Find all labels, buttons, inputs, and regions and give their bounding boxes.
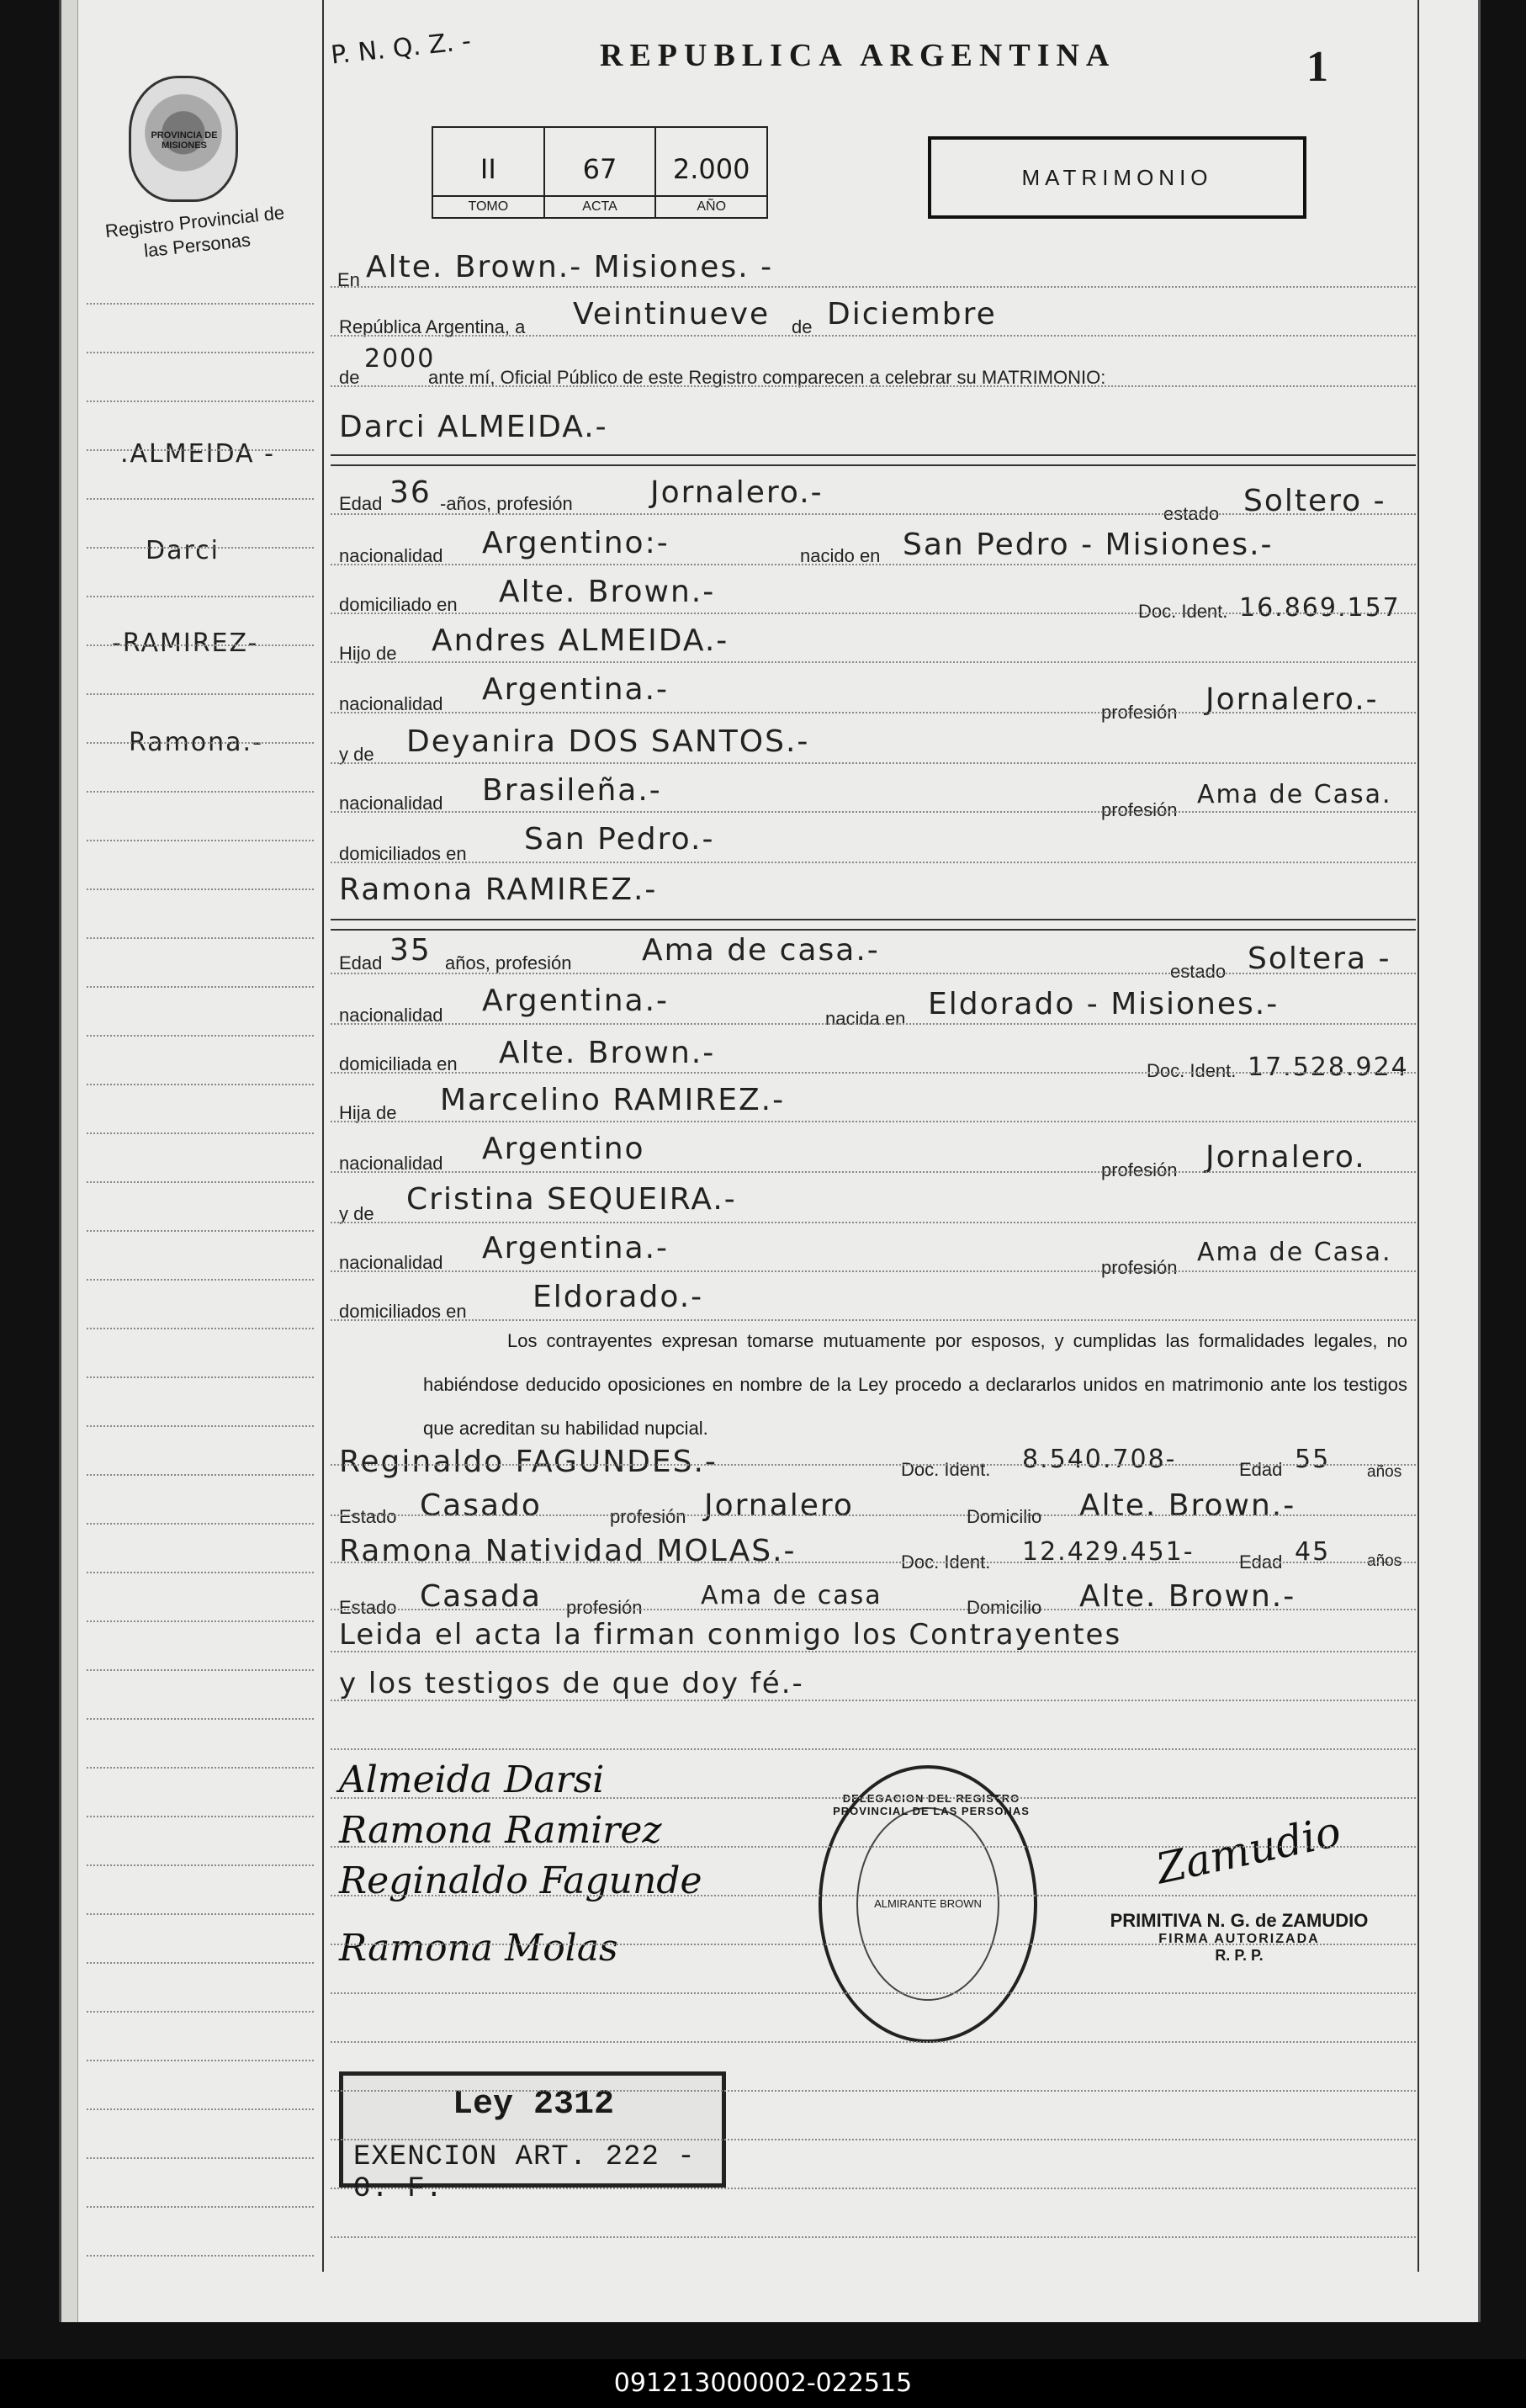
margin-ruled-line xyxy=(87,791,314,793)
groom-parents-dom-label: domiciliados en xyxy=(339,843,467,864)
witness1-anos-label: años xyxy=(1367,1463,1402,1481)
bride-mother-prof-label: profesión xyxy=(1101,1257,1178,1278)
margin-ruled-line xyxy=(87,693,314,695)
margin-ruled-line xyxy=(87,449,314,451)
body-ruled-line xyxy=(331,712,1416,713)
marriage-place: Alte. Brown.- Misiones. - xyxy=(366,250,774,284)
body-ruled-line xyxy=(331,286,1416,288)
body-ruled-line xyxy=(331,1171,1416,1173)
bride-age: 35 xyxy=(389,933,432,968)
margin-ruled-line xyxy=(87,986,314,988)
groom-dom-label: domiciliado en xyxy=(339,594,458,615)
en-label: En xyxy=(337,269,360,290)
ante-text: ante mí, Oficial Público de este Registro comparecen a celebrar su MATRIMONIO: xyxy=(428,367,1106,388)
witness2-age: 45 xyxy=(1295,1537,1331,1567)
bride-mother-nac-label: nacionalidad xyxy=(339,1252,443,1273)
witness1-signature: Reginaldo Fagunde xyxy=(339,1859,702,1902)
bride-father-nac-label: nacionalidad xyxy=(339,1153,443,1174)
groom-parents-domicile: San Pedro.- xyxy=(524,822,715,857)
witness2-signature: Ramona Molas xyxy=(339,1927,618,1970)
margin-ruled-line xyxy=(87,1962,314,1964)
bride-nacida-label: nacida en xyxy=(825,1008,906,1029)
official-name: PRIMITIVA N. G. de ZAMUDIO xyxy=(1110,1910,1369,1931)
body-ruled-line xyxy=(331,2041,1416,2043)
record-type-box: MATRIMONIO xyxy=(928,136,1306,219)
bride-estado-label: estado xyxy=(1170,961,1227,982)
anio-cell xyxy=(656,128,766,217)
top-note: P. N. Q. Z. - xyxy=(329,26,473,71)
official-title: FIRMA AUTORIZADA xyxy=(1158,1932,1320,1946)
margin-ruled-line xyxy=(87,1425,314,1427)
bride-full-name: Ramona RAMIREZ.- xyxy=(339,873,658,907)
witness2-estado-label: Estado xyxy=(339,1597,397,1618)
margin-ruled-line xyxy=(87,1718,314,1720)
body-ruled-line xyxy=(331,613,1416,614)
seal-inner xyxy=(856,1807,999,2001)
groom-father: Andres ALMEIDA.- xyxy=(432,623,729,658)
marriage-day: Veintinueve xyxy=(573,297,771,331)
margin-ruled-line xyxy=(87,742,314,744)
body-ruled-line xyxy=(331,1464,1416,1466)
groom-name-rule-2 xyxy=(331,464,1416,466)
page-binding xyxy=(61,0,78,2322)
margin-column xyxy=(78,0,331,2322)
groom-full-name: Darci ALMEIDA.- xyxy=(339,410,608,444)
bride-doc-label: Doc. Ident. xyxy=(1147,1060,1237,1081)
body-ruled-line xyxy=(331,2188,1416,2189)
seal-ring-text: DELEGACION DEL REGISTRO PROVINCIAL DE LAS PERSONAS xyxy=(833,1792,1030,1817)
margin-ruled-line xyxy=(87,2060,314,2061)
body-ruled-line xyxy=(331,1270,1416,1272)
margin-ruled-line xyxy=(87,888,314,890)
body-ruled-line xyxy=(331,661,1416,663)
margin-groom-name: Darci xyxy=(146,536,220,565)
ley-line-1: Ley 2312 xyxy=(453,2086,615,2124)
margin-ruled-line xyxy=(87,1084,314,1085)
tomo-label: TOMO xyxy=(433,195,543,217)
witness2-profession: Ama de casa xyxy=(701,1581,882,1610)
witness2-doc: 12.429.451- xyxy=(1022,1537,1195,1567)
groom-age: 36 xyxy=(389,475,432,510)
groom-profession: Jornalero.- xyxy=(650,475,824,510)
margin-ruled-line xyxy=(87,1328,314,1329)
groom-domicile: Alte. Brown.- xyxy=(499,575,716,609)
body-ruled-line xyxy=(331,335,1416,337)
groom-doc: 16.869.157 xyxy=(1239,593,1401,623)
body-ruled-line xyxy=(331,1072,1416,1074)
bride-profesion-label: años, profesión xyxy=(445,952,572,973)
body-ruled-line xyxy=(331,1700,1416,1701)
body-ruled-line xyxy=(331,2139,1416,2140)
groom-profesion-label: -años, profesión xyxy=(440,493,573,514)
witness1-prof-label: profesión xyxy=(610,1506,686,1527)
margin-ruled-line xyxy=(87,1913,314,1915)
groom-mother: Deyanira DOS SANTOS.- xyxy=(406,724,810,759)
bride-name-rule-2 xyxy=(331,929,1416,931)
witness2-marital: Casada xyxy=(420,1579,542,1614)
groom-estado-label: estado xyxy=(1163,503,1220,524)
groom-nationality: Argentino:- xyxy=(482,526,670,560)
margin-ruled-line xyxy=(87,1181,314,1183)
bride-domicile: Alte. Brown.- xyxy=(499,1036,716,1070)
groom-father-nac-label: nacionalidad xyxy=(339,693,443,714)
acta-cell xyxy=(545,128,657,217)
body-ruled-line xyxy=(331,1748,1416,1750)
body-ruled-line xyxy=(331,1023,1416,1025)
margin-ruled-line xyxy=(87,1230,314,1232)
body-ruled-line xyxy=(331,1846,1416,1848)
bride-father-prof-label: profesión xyxy=(1101,1159,1178,1180)
groom-nacido-label: nacido en xyxy=(800,545,881,566)
body-ruled-line xyxy=(331,1562,1416,1563)
margin-ruled-line xyxy=(87,840,314,841)
body-ruled-line xyxy=(331,973,1416,974)
bride-name-rule xyxy=(331,919,1416,920)
witness1-profession: Jornalero xyxy=(704,1488,854,1523)
official-signature: Zamudio xyxy=(1152,1806,1345,1894)
closing-line-2: y los testigos de que doy fé.- xyxy=(339,1667,804,1700)
acta-value: 67 xyxy=(582,153,617,185)
seal-center-text: ALMIRANTE BROWN xyxy=(874,1896,982,1910)
closing-line-1: Leida el acta la firman conmigo los Contrayentes xyxy=(339,1618,1122,1652)
margin-ruled-line xyxy=(87,1816,314,1817)
bride-parents-domicile: Eldorado.- xyxy=(533,1280,704,1314)
body-ruled-line xyxy=(331,2090,1416,2092)
margin-ruled-line xyxy=(87,547,314,549)
body-ruled-line xyxy=(331,811,1416,813)
anio-value: 2.000 xyxy=(672,153,750,185)
margin-ruled-line xyxy=(87,1279,314,1281)
body-ruled-line xyxy=(331,1797,1416,1799)
witness1-age: 55 xyxy=(1295,1445,1331,1474)
anio-label: AÑO xyxy=(656,195,766,217)
margin-ruled-line xyxy=(87,596,314,597)
bride-mother-nationality: Argentina.- xyxy=(482,1231,670,1265)
groom-father-prof-label: profesión xyxy=(1101,702,1178,723)
tomo-acta-box xyxy=(432,126,768,219)
margin-ruled-line xyxy=(87,2108,314,2110)
margin-ruled-line xyxy=(87,1376,314,1378)
margin-ruled-line xyxy=(87,644,314,646)
margin-bride-surname: -RAMIREZ- xyxy=(112,629,259,658)
body-ruled-line xyxy=(331,862,1416,863)
bride-edad-label: Edad xyxy=(339,952,383,973)
bride-mother: Cristina SEQUEIRA.- xyxy=(406,1182,737,1217)
page-title: REPUBLICA ARGENTINA xyxy=(600,38,1116,73)
witness2-domicile: Alte. Brown.- xyxy=(1079,1579,1296,1614)
margin-bride-name: Ramona.- xyxy=(129,728,263,757)
margin-ruled-line xyxy=(87,1523,314,1525)
body-ruled-line xyxy=(331,1944,1416,1945)
margin-ruled-line xyxy=(87,1572,314,1573)
witness1-doc-label: Doc. Ident. xyxy=(901,1459,991,1480)
body-ruled-line xyxy=(331,1319,1416,1321)
bride-hija-label: Hija de xyxy=(339,1102,397,1123)
witness1-edad-label: Edad xyxy=(1239,1459,1283,1480)
body-ruled-line xyxy=(331,564,1416,565)
body-ruled-line xyxy=(331,1651,1416,1652)
registry-name: Registro Provincial de las Personas xyxy=(103,201,286,262)
margin-ruled-line xyxy=(87,1132,314,1134)
body-ruled-line xyxy=(331,1895,1416,1896)
margin-ruled-line xyxy=(87,1620,314,1622)
right-rule xyxy=(1417,0,1419,2272)
page-number: 1 xyxy=(1306,43,1328,91)
body-ruled-line xyxy=(331,762,1416,764)
witness1-estado-label: Estado xyxy=(339,1506,397,1527)
bride-birthplace: Eldorado - Misiones.- xyxy=(928,987,1280,1021)
groom-mother-prof-label: profesión xyxy=(1101,799,1178,820)
witness1-domicile: Alte. Brown.- xyxy=(1079,1488,1296,1523)
de-label-2: de xyxy=(339,367,360,388)
margin-ruled-line xyxy=(87,352,314,353)
body-ruled-line xyxy=(331,1222,1416,1223)
body-ruled-line xyxy=(331,513,1416,515)
bride-nationality: Argentina.- xyxy=(482,984,670,1018)
registry-seal xyxy=(819,1765,1037,2043)
body-ruled-line xyxy=(331,1609,1416,1610)
de-label: de xyxy=(792,316,813,337)
official-stamp xyxy=(1062,1910,1416,1965)
groom-mother-profession: Ama de Casa. xyxy=(1197,780,1392,809)
marriage-month: Diciembre xyxy=(827,297,997,331)
groom-marital-status: Soltero - xyxy=(1243,484,1386,518)
witness2-dom-label: Domicilio xyxy=(967,1597,1042,1618)
bride-mother-profession: Ama de Casa. xyxy=(1197,1238,1392,1267)
bride-father: Marcelino RAMIREZ.- xyxy=(440,1083,786,1117)
margin-ruled-line xyxy=(87,1474,314,1476)
body-ruled-line xyxy=(331,1121,1416,1122)
ley-line-2: EXENCION ART. 222 - O. F. xyxy=(353,2141,696,2205)
groom-mother-nationality: Brasileña.- xyxy=(482,773,662,808)
witness2-name: Ramona Natividad MOLAS.- xyxy=(339,1534,797,1568)
bride-dom-label: domiciliada en xyxy=(339,1053,458,1074)
witness1-marital: Casado xyxy=(420,1488,542,1523)
misiones-emblem-icon xyxy=(129,76,238,202)
groom-name-rule xyxy=(331,454,1416,456)
groom-birthplace: San Pedro - Misiones.- xyxy=(903,528,1274,562)
margin-ruled-line xyxy=(87,1035,314,1037)
groom-nac-label: nacionalidad xyxy=(339,545,443,566)
margin-ruled-line xyxy=(87,1864,314,1866)
register-page xyxy=(59,0,1481,2322)
groom-hijo-label: Hijo de xyxy=(339,643,397,664)
bride-doc: 17.528.924 xyxy=(1248,1053,1409,1082)
ley-exemption-stamp xyxy=(339,2071,726,2205)
tomo-cell xyxy=(433,128,545,217)
bride-signature: Ramona Ramirez xyxy=(339,1809,662,1852)
acta-label: ACTA xyxy=(545,195,655,217)
tomo-value: II xyxy=(480,153,496,185)
margin-ruled-line xyxy=(87,937,314,939)
marriage-year: 2000 xyxy=(364,344,436,374)
body-ruled-line xyxy=(331,385,1416,387)
groom-father-nationality: Argentina.- xyxy=(482,672,670,707)
groom-edad-label: Edad xyxy=(339,493,383,514)
margin-ruled-line xyxy=(87,2206,314,2208)
bride-father-profession: Jornalero. xyxy=(1205,1140,1366,1175)
margin-ruled-line xyxy=(87,303,314,305)
bride-y-de-label: y de xyxy=(339,1203,374,1224)
margin-groom-surname: .ALMEIDA - xyxy=(120,439,275,469)
margin-ruled-line xyxy=(87,400,314,402)
body-ruled-line xyxy=(331,2236,1416,2238)
bride-marital-status: Soltera - xyxy=(1248,941,1391,976)
margin-ruled-line xyxy=(87,2157,314,2159)
margin-ruled-line xyxy=(87,2011,314,2013)
margin-ruled-line xyxy=(87,2255,314,2257)
witness1-doc: 8.540.708- xyxy=(1022,1445,1177,1474)
margin-ruled-line xyxy=(87,1669,314,1671)
witness2-anos-label: años xyxy=(1367,1552,1402,1570)
witness2-prof-label: profesión xyxy=(566,1597,643,1618)
groom-mother-nac-label: nacionalidad xyxy=(339,793,443,814)
emblem-label: PROVINCIA DE MISIONES xyxy=(151,130,218,151)
groom-y-de-label: y de xyxy=(339,744,374,765)
groom-signature: Almeida Darsi xyxy=(339,1758,605,1801)
republica-label: República Argentina, a xyxy=(339,316,526,337)
declaration-text: Los contrayentes expresan tomarse mutuamente por esposos, y cumplidas las formalidades legales, no habiéndose deducido oposiciones en nombre de la Ley procedo a declararlos unidos en matrimonio ante los testigos que acreditan su habilidad nupcial. xyxy=(423,1330,1407,1439)
bride-nac-label: nacionalidad xyxy=(339,1005,443,1026)
bride-parents-dom-label: domiciliados en xyxy=(339,1301,467,1322)
witness1-name: Reginaldo FAGUNDES.- xyxy=(339,1445,718,1479)
document-id-footer: 091213000002-022515 xyxy=(0,2359,1526,2408)
body-ruled-line xyxy=(331,1514,1416,1516)
official-office: R. P. P. xyxy=(1215,1947,1264,1964)
margin-ruled-line xyxy=(87,1767,314,1769)
groom-father-profession: Jornalero.- xyxy=(1205,682,1379,717)
witness1-dom-label: Domicilio xyxy=(967,1506,1042,1527)
margin-ruled-line xyxy=(87,498,314,500)
body-ruled-line xyxy=(331,1992,1416,1994)
bride-profession: Ama de casa.- xyxy=(642,933,880,968)
groom-doc-label: Doc. Ident. xyxy=(1138,601,1228,622)
witness2-edad-label: Edad xyxy=(1239,1551,1283,1573)
bride-father-nationality: Argentino xyxy=(482,1132,645,1166)
witness2-doc-label: Doc. Ident. xyxy=(901,1551,991,1573)
